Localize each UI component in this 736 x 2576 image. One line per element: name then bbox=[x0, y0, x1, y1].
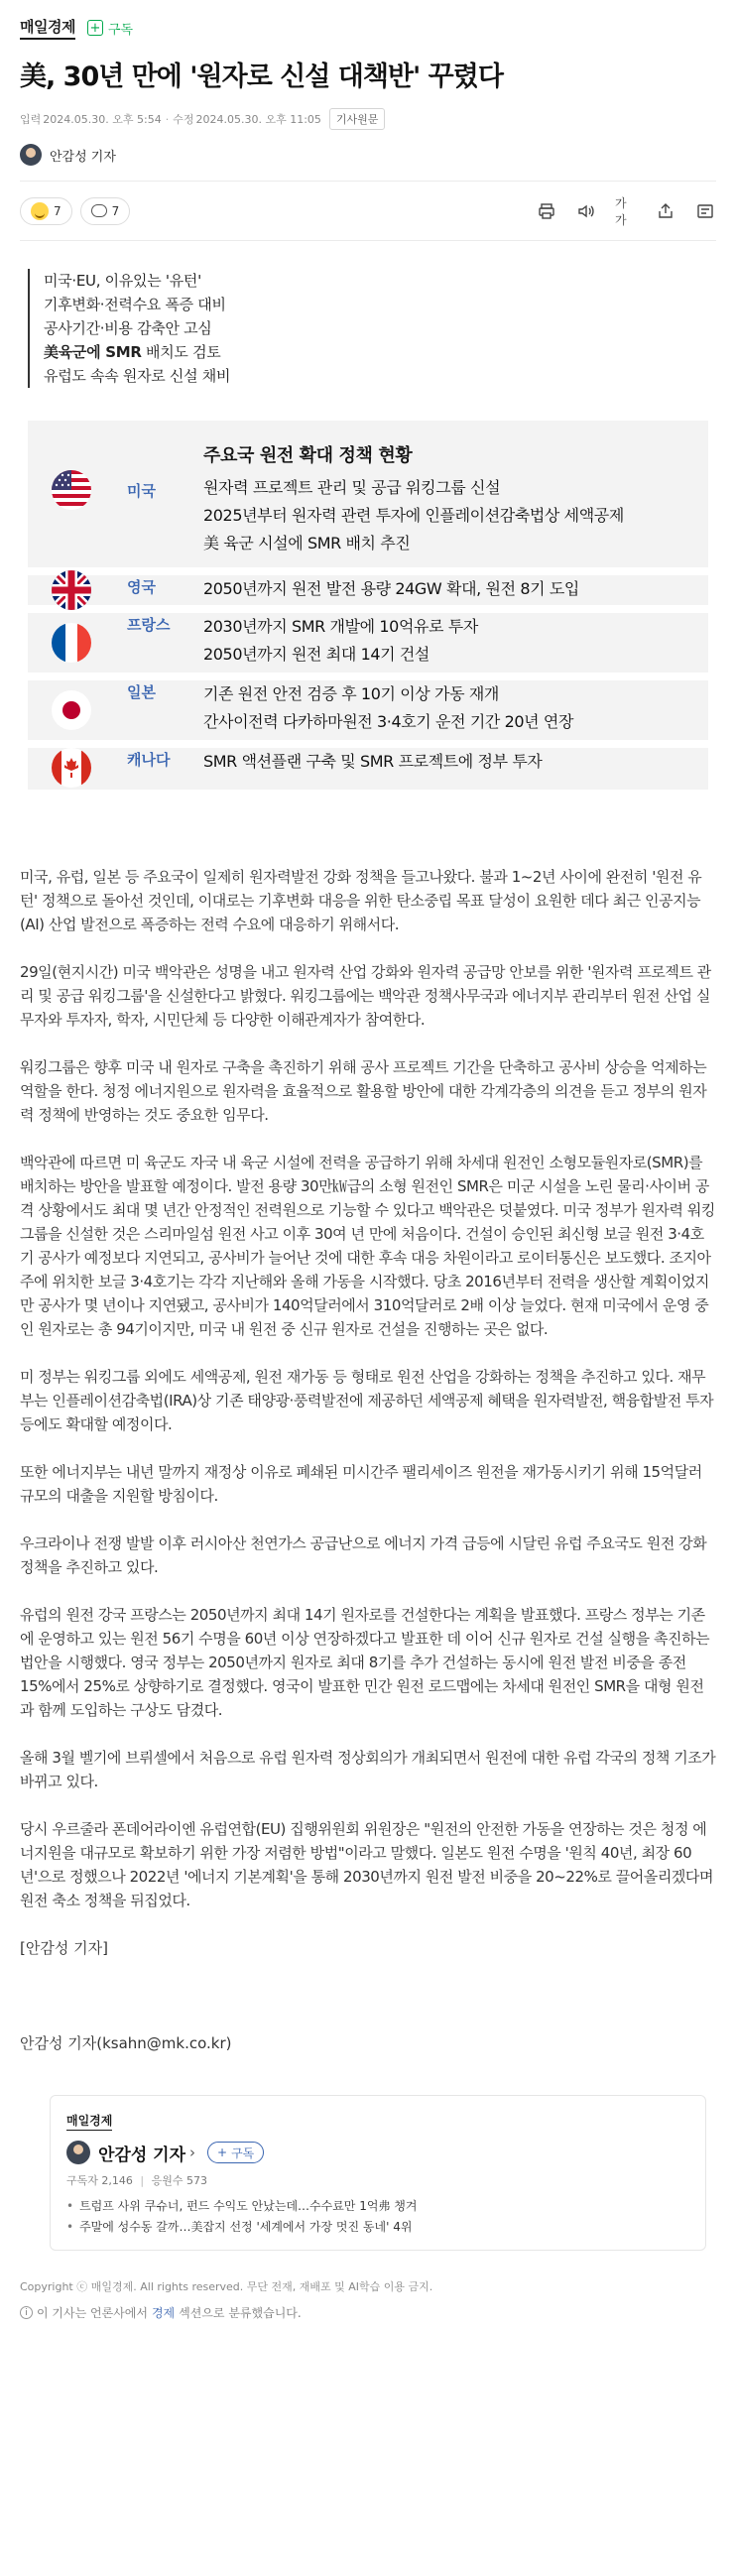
body-paragraph: 백악관에 따르면 미 육군도 자국 내 육군 시설에 전력을 공급하기 위해 차세대 원전인 소형모듈원자로(SMR)를 배치하는 방안을 발표할 예정이다. 발전 용량 30만㎾급의 소형 원전인 SMR은 미군 시설을 노린 물리·사이버 공격 상황에서도 최대 몇 년간 안정적인 전력원으로 기능할 수 있다고 백악관은 덧붙였다. 미국 정부가 원자력 워킹그룹을 신설한 것은 스리마일섬 원전 사고 이후 30여 년 만에 처음이다. 건설이 승인된 최신형 보글 원전 3·4호기 공사가 예정보다 지연되고, 공사비가 늘어난 것에 대한 후속 대응 차원이라고 로이터통신은 보도했다. 조지아주에 위치한 보글 3·4호기는 각각 지난해와 올해 가동을 시작했다. 당초 2016년부터 전력을 생산할 계획이었지만 공사가 몇 년이나 지연됐고, 공사비가 140억달러에서 310억달러로 2배 이상 늘었다. 현재 미국에서 운영 중인 원자로는 총 94기이지만, 미국 내 원전 중 신규 원자로 건설을 진행하는 곳은 없다. bbox=[20, 1154, 715, 1338]
signature-block bbox=[20, 1936, 716, 2055]
article-page bbox=[0, 16, 736, 2321]
uk-flag-icon bbox=[52, 570, 91, 610]
classify-prefix: 이 기사는 언론사에서 bbox=[37, 2306, 148, 2320]
card-reporter-row bbox=[66, 2139, 689, 2166]
section-classification bbox=[20, 2304, 716, 2321]
body-paragraph: 미 정부는 워킹그룹 외에도 세액공제, 원전 재가동 등 형태로 원전 산업을 강화하는 정책을 추진하고 있다. 재무부는 인플레이션감축법(IRA)상 기존 태양광·풍력발전에 제공하던 세액공제 혜택을 원자력발전, 핵융합발전 투자 등에도 확대할 예정이다. bbox=[20, 1368, 714, 1433]
policy-line: 美 육군 시설에 SMR 배치 추진 bbox=[203, 534, 411, 552]
published-datetime: 2024.05.30. 오후 5:54 bbox=[43, 113, 162, 126]
country-label: 미국 bbox=[127, 482, 156, 500]
original-article-button[interactable]: 기사원문 bbox=[329, 108, 386, 130]
cheer-count: 573 bbox=[186, 2174, 207, 2187]
section-link[interactable]: 경제 bbox=[151, 2306, 176, 2320]
press-subscribe-button[interactable] bbox=[87, 19, 133, 38]
press-subscribe-label: 구독 bbox=[107, 22, 134, 38]
body-paragraph: 미국, 유럽, 일본 등 주요국이 일제히 원자력발전 강화 정책을 들고나왔다. 불과 1~2년 사이에 완전히 '원전 유턴' 정책으로 돌아선 것인데, 이대로는 기후변화 대응을 위한 탄소중립 목표 달성이 요원한 데다 최근 인공지능(AI) 산업 발전으로 폭증하는 전력 수요에 대응하기 위해서다. bbox=[20, 868, 702, 933]
infographic-text bbox=[203, 748, 557, 776]
article-body bbox=[20, 865, 716, 1912]
share-icon[interactable] bbox=[655, 200, 676, 222]
reporter-email: 안감성 기자(ksahn@mk.co.kr) bbox=[20, 2034, 232, 2052]
modified-label: 수정 bbox=[173, 113, 194, 126]
body-paragraph: 29일(현지시간) 미국 백악관은 성명을 내고 원자력 산업 강화와 원자력 공급망 안보를 위한 '원자력 프로젝트 관리 및 공급 워킹그룹'을 신설한다고 밝혔다. 워킹그룹에는 백악관 정책사무국과 에너지부 관리부터 원전 산업 실무자와 투자자, 학자, 시민단체 등 다양한 이해관계자가 참여한다. bbox=[20, 963, 711, 1029]
reporter-stats: 구독자 2,146 | 응원수 573 bbox=[66, 2174, 207, 2187]
body-paragraph: 당시 우르줄라 폰데어라이엔 유럽연합(EU) 집행위원회 위원장은 "원전의 안전한 가동을 연장하는 것은 청정 에너지원을 대규모로 확보하기 위한 가장 저렴한 방법"이라고 말했다. 일본도 원전 수명을 '원칙 40년, 최장 60년'으로 정했으나 2022년 '에너지 기본계획'을 통해 2030년까지 원전 발전 비중을 20~22%로 끌어올리겠다며 원전 축소 정책을 뒤집었다. bbox=[20, 1820, 714, 1909]
body-paragraph: 유럽의 원전 강국 프랑스는 2050년까지 최대 14기 원자로를 건설한다는 계획을 발표했다. 프랑스 정부는 기존에 운영하고 있는 원전 56기 수명을 60년 이상 연장하겠다고 발표한 데 이어 신규 원자로 건설 실행을 촉진하는 법안을 시행했다. 영국 정부는 2050년까지 원자로 최대 8기를 추가 건설하는 동시에 원전 발전 비중을 종전 15%에서 25%로 상향하기로 결정했다. 영국이 발표한 민간 원전 로드맵에는 차세대 원전인 SMR을 대형 원전과 함께 도입하는 구상도 담겼다. bbox=[20, 1606, 710, 1719]
chevron-right-icon[interactable]: › bbox=[189, 2144, 196, 2161]
summary-line: 유럽도 속속 원자로 신설 채비 bbox=[44, 367, 231, 385]
summary-line: 美육군에 SMR 배치도 검토 bbox=[44, 343, 221, 361]
country-label: 프랑스 bbox=[127, 616, 171, 634]
reporter-article-link[interactable]: • 트럼프 사위 쿠슈너, 펀드 수익도 안났는데…수수료만 1억弗 챙겨 bbox=[66, 2196, 689, 2217]
article-meta bbox=[20, 109, 716, 129]
font-size-icon[interactable]: 가가 bbox=[615, 195, 627, 227]
comment-count: 7 bbox=[111, 203, 120, 218]
reaction-emoji-icon bbox=[31, 202, 49, 220]
reactions bbox=[20, 197, 130, 225]
plus-icon: + bbox=[87, 20, 103, 36]
reporter-subscribe-button[interactable] bbox=[207, 2142, 264, 2163]
reaction-count: 7 bbox=[54, 203, 61, 218]
reporter-name[interactable]: 안감성 기자 bbox=[50, 149, 116, 165]
audio-icon[interactable] bbox=[575, 200, 597, 222]
france-flag-icon bbox=[52, 623, 91, 663]
byline: [안감성 기자] bbox=[20, 1939, 108, 1957]
policy-line: 2050년까지 원전 발전 용량 24GW 확대, 원전 8기 도입 bbox=[203, 579, 579, 598]
body-paragraph: 워킹그룹은 향후 미국 내 원자로 구축을 촉진하기 위해 공사 프로젝트 기간을 단축하고 공사비 상승을 억제하는 역할을 한다. 청정 에너지원으로 원자력을 효율적으로 활용할 방안에 대한 각계각층의 의견을 듣고 정부의 원자력 정책에 반영하는 것도 중요한 임무다. bbox=[20, 1058, 707, 1124]
comment-button[interactable] bbox=[80, 197, 131, 225]
us-flag-icon bbox=[52, 470, 91, 510]
reporter-row[interactable] bbox=[20, 143, 716, 167]
japan-flag-icon bbox=[52, 690, 91, 730]
country-label: 일본 bbox=[127, 683, 156, 701]
article-tools bbox=[536, 195, 716, 227]
infographic-row-japan bbox=[28, 680, 708, 740]
reporter-subscribe-label: 구독 bbox=[231, 2146, 255, 2160]
canada-flag-icon bbox=[52, 748, 91, 788]
policy-line: 2025년부터 원자력 관련 투자에 인플레이션감축법상 세액공제 bbox=[203, 506, 624, 525]
infographic-text bbox=[203, 680, 589, 736]
country-label: 캐나다 bbox=[127, 751, 171, 769]
print-icon[interactable] bbox=[536, 200, 557, 222]
article-summary bbox=[28, 269, 716, 388]
policy-line: 기존 원전 안전 검증 후 10기 이상 가동 재개 bbox=[203, 684, 499, 703]
infographic-text bbox=[203, 575, 595, 603]
reporter-card bbox=[50, 2095, 706, 2251]
reporter-avatar bbox=[20, 144, 42, 166]
policy-line: SMR 액션플랜 구축 및 SMR 프로젝트에 정부 투자 bbox=[203, 752, 543, 771]
summary-line: 미국·EU, 이유있는 '유턴' bbox=[44, 272, 201, 290]
subscribers-label: 구독자 bbox=[66, 2174, 98, 2187]
reaction-button[interactable] bbox=[20, 197, 72, 225]
body-paragraph: 또한 에너지부는 내년 말까지 재정상 이유로 폐쇄된 미시간주 팰리세이즈 원전을 재가동시키기 위해 15억달러 규모의 대출을 지원할 방침이다. bbox=[20, 1463, 702, 1505]
copyright: Copyright ⓒ 매일경제. All rights reserved. 무단 전재, 재배포 및 AI학습 이용 금지. bbox=[20, 2280, 433, 2293]
country-label: 영국 bbox=[127, 578, 156, 596]
modified-datetime: 2024.05.30. 오후 11:05 bbox=[195, 113, 321, 126]
card-press-logo[interactable]: 매일경제 bbox=[66, 2112, 112, 2131]
article-title: 美, 30년 만에 '원자로 신설 대책반' 꾸렸다 bbox=[20, 61, 503, 92]
cheer-label: 응원수 bbox=[151, 2174, 184, 2187]
reporter-article-link[interactable]: • 주말에 성수동 갈까…美잡지 선정 '세계에서 가장 멋진 동네' 4위 bbox=[66, 2217, 689, 2238]
policy-line: 원자력 프로젝트 관리 및 공급 워킹그룹 신설 bbox=[203, 478, 501, 497]
summary-line: 기후변화·전력수요 폭증 대비 bbox=[44, 296, 226, 313]
more-icon[interactable] bbox=[694, 200, 716, 222]
infographic-text bbox=[203, 442, 640, 557]
classify-suffix: 섹션으로 분류했습니다. bbox=[179, 2306, 302, 2320]
card-reporter-name[interactable]: 안감성 기자 bbox=[98, 2145, 186, 2165]
subscribers-count: 2,146 bbox=[101, 2174, 133, 2187]
press-header bbox=[20, 16, 716, 40]
infographic-row-canada bbox=[28, 748, 708, 790]
published-label: 입력 bbox=[20, 113, 42, 126]
body-paragraph: 올해 3월 벨기에 브뤼셀에서 처음으로 유럽 원자력 정상회의가 개최되면서 원전에 대한 유럽 각국의 정책 기조가 바뀌고 있다. bbox=[20, 1749, 716, 1790]
card-reporter-avatar[interactable] bbox=[66, 2141, 90, 2164]
meta-separator: · bbox=[165, 112, 170, 126]
policy-infographic bbox=[28, 421, 708, 790]
infographic-row-uk bbox=[28, 575, 708, 605]
infographic-text bbox=[203, 613, 494, 669]
policy-line: 간사이전력 다카하마원전 3·4호기 운전 기간 20년 연장 bbox=[203, 712, 574, 731]
policy-line: 2050년까지 원전 최대 14기 건설 bbox=[203, 645, 429, 664]
body-paragraph: 우크라이나 전쟁 발발 이후 러시아산 천연가스 공급난으로 에너지 가격 급등에 시달린 유럽 주요국도 원전 강화 정책을 추진하고 있다. bbox=[20, 1534, 707, 1576]
action-bar bbox=[20, 182, 716, 241]
info-icon: i bbox=[20, 2306, 33, 2319]
policy-line: 2030년까지 SMR 개발에 10억유로 투자 bbox=[203, 617, 478, 636]
summary-line: 공사기간·비용 감축안 고심 bbox=[44, 319, 212, 337]
press-logo[interactable]: 매일경제 bbox=[20, 16, 75, 40]
infographic-row-france bbox=[28, 613, 708, 673]
infographic-row-us bbox=[28, 442, 708, 567]
comment-icon bbox=[91, 204, 107, 217]
plus-icon: + bbox=[217, 2146, 228, 2159]
reporter-article-list bbox=[66, 2196, 689, 2238]
infographic-title: 주요국 원전 확대 정책 현황 bbox=[203, 445, 413, 466]
